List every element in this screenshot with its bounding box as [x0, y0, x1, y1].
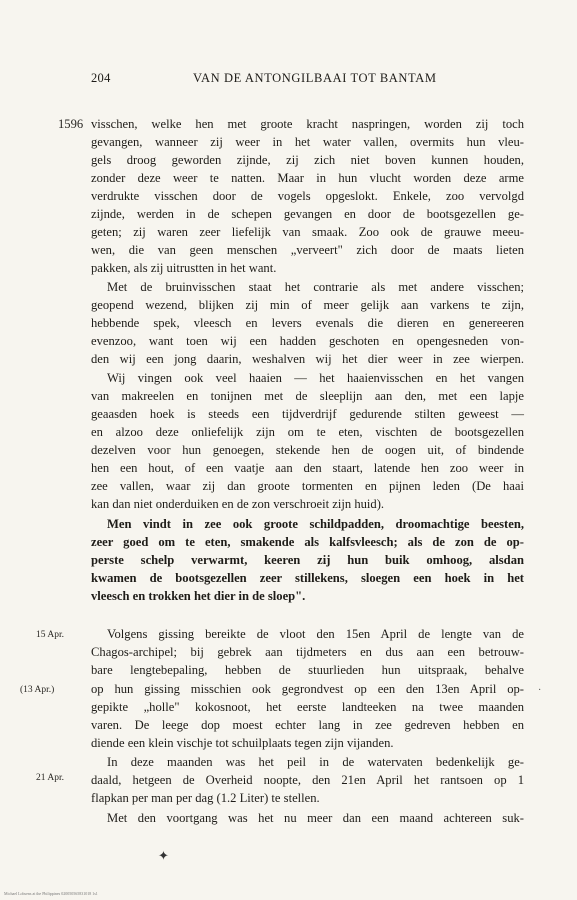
text-line: gevangen, wanneer zij weer in het water vallen, overmits hun vleu-	[91, 135, 524, 149]
text-line: flapkan per man per dag (1.2 Liter) te stellen.	[91, 791, 320, 805]
scan-footer: Michael Lobsens at the Philippines 020050565831018 1s1	[4, 891, 98, 896]
text-line: verdrukte visschen door de vogels opgeslokt. Enkele, zoo vervolgd	[91, 189, 524, 203]
text-line: Met den voortgang was het nu meer dan een maand achtereen suk-	[107, 811, 524, 825]
running-title: VAN DE ANTONGILBAAI TOT BANTAM	[193, 71, 437, 85]
text-line: Volgens gissing bereikte de vloot den 15en April de lengte van de	[107, 627, 524, 641]
ink-mark: ✦	[158, 848, 169, 863]
text-line: kwamen de bootsgezellen zeer stillekens, sloegen een hoek in het	[91, 571, 524, 585]
text-line: zee vallen, waar zij dan groote tormenten en pijnen leden (De haai	[91, 479, 524, 493]
text-line: varen. De leege dop moest echter lang in zee gedreven hebben en	[91, 718, 524, 732]
text-line: op hun gissing misschien ook gegrondvest op een den 13en April op-	[91, 682, 524, 696]
text-line: den wij een jong daarin, weshalven wij het dier weer in zee wierpen.	[91, 352, 524, 366]
text-line: zeer goed om te eten, smakende als kalfsvleesch; als de zon de op-	[91, 535, 524, 549]
text-line: vleesch en trokken het dier in de sloep".	[91, 589, 306, 603]
text-line: Wij vingen ook veel haaien — het haaienvisschen en het vangen	[107, 371, 524, 385]
text-line: gels droog geworden zijnde, zij zich niet boven kunnen houden,	[91, 153, 524, 167]
text-line: Men vindt in zee ook groote schildpadden, droomachtige beesten,	[107, 517, 524, 531]
text-line: wen, die van geen menschen „verveert" zich door de maats lieten	[91, 243, 524, 257]
margin-date-15-apr: 15 Apr.	[36, 630, 64, 640]
text-line: van makreelen en tonijnen met de sleeplijn aan den, met een lapje	[91, 389, 524, 403]
text-line: hen een hout, of een vaatje aan den staart, latende hen zoo weer in	[91, 461, 524, 475]
margin-date-21-apr: 21 Apr.	[36, 773, 64, 783]
text-line: kan dan niet onderduiken en de zon verschroeit zijn huid).	[91, 497, 385, 511]
text-line: geaasden hoek is steeds een tijdverdrijf gedurende stilten geweest —	[91, 407, 524, 421]
page-number: 204	[91, 71, 111, 85]
margin-year: 1596	[58, 117, 84, 131]
margin-date-13-apr: (13 Apr.)	[20, 685, 55, 695]
text-line: perste schelp verwarmt, keeren zij hun buik omhoog, alsdan	[91, 553, 524, 567]
text-line: daald, hetgeen de Overheid noopte, den 21en April het rantsoen op 1	[91, 773, 524, 787]
text-line: Met de bruinvisschen staat het contrarie als met andere visschen;	[107, 280, 524, 294]
text-line: gepikte „holle" kokosnoot, het eerste landteeken na twee maanden	[91, 700, 524, 714]
text-line: visschen, welke hen met groote kracht naspringen, worden zij toch	[91, 117, 524, 131]
text-line: evenzoo, want toen wij een hadden geschoten en opengesneden von-	[91, 334, 524, 348]
text-line: zonder deze weer te natten. Maar in hun vlucht worden deze arme	[91, 171, 524, 185]
margin-mark: ·	[538, 685, 542, 696]
text-line: In deze maanden was het peil in de watervaten bedenkelijk ge-	[107, 755, 524, 769]
text-line: zijnde, werden in de schepen gevangen en door de bootsgezellen ge-	[91, 207, 524, 221]
text-line: dezelven voor hun genoegen, stekende hen de oogen uit, of bindende	[91, 443, 524, 457]
text-line: pakken, als zij uitrustten in het want.	[91, 261, 277, 275]
text-line: en alzoo deze onliefelijk zijn om te eten, vischten de bootsgezellen	[91, 425, 524, 439]
text-line: bare lengtebepaling, hebben de stuurlieden hun uitspraak, behalve	[91, 663, 524, 677]
text-line: hebbende spek, vleesch en levers evenals die dieren en genereeren	[91, 316, 524, 330]
text-line: geten; zij waren zeer liefelijk van smaak. Zoo ook de grauwe meeu-	[91, 225, 524, 239]
text-line: geopend wezend, blijken zij min of meer gelijk aan varkens te zijn,	[91, 298, 524, 312]
text-line: diende een klein vischje tot schuilplaats tegen zijn vijanden.	[91, 736, 394, 750]
text-line: Chagos-archipel; bij gebrek aan tijdmeters en dus aan een betrouw-	[91, 645, 524, 659]
